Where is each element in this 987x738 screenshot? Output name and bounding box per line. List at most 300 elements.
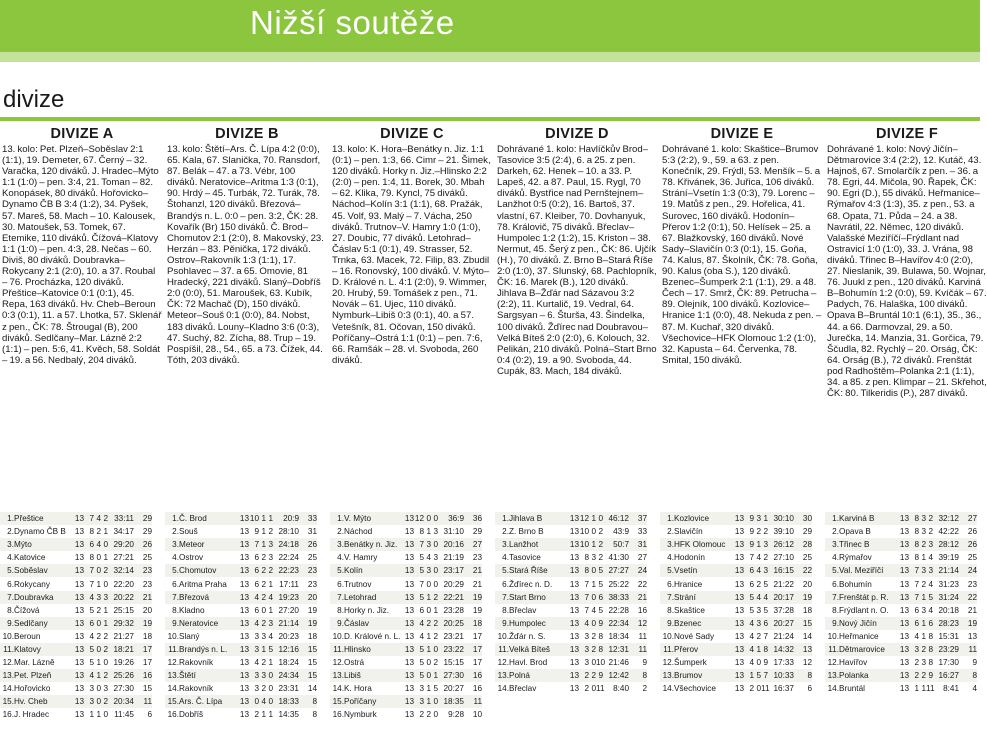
- points-cell: 4: [972, 684, 977, 694]
- losses-cell: 2: [103, 644, 108, 654]
- wins-cell: 12: [414, 514, 424, 524]
- losses-cell: 2: [103, 671, 108, 681]
- team-cell: Dynamo ČB B: [14, 527, 66, 537]
- played-cell: 13: [239, 697, 249, 707]
- losses-cell: 1: [433, 671, 438, 681]
- team-cell: Havířov: [839, 658, 868, 668]
- table-row: [165, 564, 317, 577]
- losses-cell: 1: [103, 618, 108, 628]
- team-cell: Rýmařov: [839, 553, 872, 563]
- score-cell: 28:23: [938, 618, 959, 628]
- wins-cell: 4: [419, 618, 424, 628]
- losses-cell: 1: [433, 605, 438, 615]
- losses-cell: 4: [268, 631, 273, 641]
- rank-cell: 13.: [497, 671, 509, 681]
- score-cell: 17:11: [279, 579, 299, 589]
- wins-cell: 3: [89, 697, 94, 707]
- team-cell: Hodonín: [674, 553, 705, 563]
- rank-cell: 11.: [333, 644, 344, 654]
- wins-cell: 8: [914, 527, 919, 537]
- losses-cell: 5: [598, 579, 603, 589]
- rank-cell: 9.: [337, 618, 344, 628]
- team-cell: Rakovník: [179, 684, 214, 694]
- score-cell: 17:30: [938, 658, 959, 668]
- standings-table: [330, 512, 482, 722]
- rank-cell: 7.: [172, 592, 179, 602]
- table-row: [0, 708, 152, 721]
- score-cell: 42:22: [938, 527, 959, 537]
- score-cell: 31:23: [938, 579, 959, 589]
- team-cell: Rokycany: [14, 579, 50, 589]
- score-cell: 15:15: [443, 658, 464, 668]
- division-heading: DIVIZE C: [380, 126, 444, 142]
- rank-cell: 4.: [337, 553, 344, 563]
- table-row: [165, 630, 317, 643]
- wins-cell: 4: [419, 631, 424, 641]
- rank-cell: 6.: [337, 579, 344, 589]
- rank-cell: 11.: [663, 644, 674, 654]
- draws-cell: 1: [96, 671, 101, 681]
- draws-cell: 0: [591, 592, 596, 602]
- played-cell: 13: [239, 527, 249, 537]
- table-row: [0, 564, 152, 577]
- rank-cell: 10.: [662, 631, 674, 641]
- wins-cell: 9: [749, 527, 754, 537]
- table-row: [330, 564, 482, 577]
- standings-table-d: [495, 512, 647, 695]
- points-cell: 17: [472, 644, 482, 654]
- rank-cell: 7.: [7, 592, 14, 602]
- team-cell: Hv. Cheb: [14, 697, 48, 707]
- wins-cell: 9: [749, 514, 754, 524]
- table-row: [165, 682, 317, 695]
- points-cell: 13: [802, 644, 812, 654]
- wins-cell: 8: [914, 553, 919, 563]
- table-row: [825, 604, 977, 617]
- losses-cell: 7: [763, 671, 768, 681]
- score-cell: 24:34: [278, 671, 299, 681]
- draws-cell: 0: [96, 566, 101, 576]
- rank-cell: 9.: [7, 618, 14, 628]
- table-row: [0, 604, 152, 617]
- score-cell: 41:30: [608, 553, 629, 563]
- table-row: [825, 538, 977, 551]
- score-cell: 32:14: [113, 566, 134, 576]
- played-cell: 13: [74, 553, 84, 563]
- table-row: [0, 525, 152, 538]
- losses-cell: 1: [268, 579, 273, 589]
- score-cell: 27:30: [113, 684, 134, 694]
- wins-cell: 7: [419, 579, 424, 589]
- team-cell: Pet. Plzeň: [14, 671, 52, 681]
- table-row: [330, 617, 482, 630]
- draws-cell: 0: [756, 684, 761, 694]
- points-cell: 21: [967, 605, 977, 615]
- team-cell: Ostrov: [179, 553, 204, 563]
- losses-cell: 1: [268, 658, 273, 668]
- rank-cell: 15.: [167, 697, 179, 707]
- losses-cell: 0: [433, 566, 438, 576]
- played-cell: 13: [569, 618, 579, 628]
- played-cell: 13: [899, 684, 909, 694]
- points-cell: 8: [312, 710, 317, 720]
- score-cell: 14:32: [773, 644, 794, 654]
- played-cell: 13: [899, 644, 909, 654]
- team-cell: Štětí: [179, 671, 196, 681]
- draws-cell: 0: [261, 605, 266, 615]
- team-cell: Hořovicko: [14, 684, 51, 694]
- points-cell: 8: [972, 671, 977, 681]
- team-cell: Libiš: [344, 671, 361, 681]
- wins-cell: 3: [584, 658, 589, 668]
- played-cell: 13: [569, 566, 579, 576]
- score-cell: 20:16: [443, 540, 464, 550]
- draws-cell: 2: [426, 618, 431, 628]
- score-cell: 33:11: [114, 514, 134, 524]
- table-row: [660, 577, 812, 590]
- rank-cell: 14.: [827, 684, 839, 694]
- team-cell: Polanka: [839, 671, 869, 681]
- played-cell: 13: [569, 579, 579, 589]
- draws-cell: 2: [756, 579, 761, 589]
- team-cell: Mar. Lázně: [14, 658, 55, 668]
- draws-cell: 0: [96, 553, 101, 563]
- draws-cell: 2: [96, 527, 101, 537]
- team-cell: Slaný: [179, 631, 200, 641]
- team-cell: Nový Jičín: [839, 618, 877, 628]
- rank-cell: 1.: [337, 514, 344, 524]
- table-row: [495, 538, 647, 551]
- played-cell: 13: [569, 527, 579, 537]
- played-cell: 13: [239, 566, 249, 576]
- played-cell: 13: [239, 514, 249, 524]
- points-cell: 21: [472, 566, 482, 576]
- losses-cell: 3: [268, 553, 273, 563]
- draws-cell: 2: [756, 631, 761, 641]
- points-cell: 33: [307, 514, 317, 524]
- score-cell: 22:28: [608, 605, 629, 615]
- table-row: [825, 643, 977, 656]
- losses-cell: 1: [763, 514, 768, 524]
- losses-cell: 2: [763, 527, 768, 537]
- played-cell: 13: [74, 671, 84, 681]
- rank-cell: 12.: [497, 658, 509, 668]
- score-cell: 20:29: [443, 579, 464, 589]
- losses-cell: 8: [598, 631, 603, 641]
- draws-cell: 1: [591, 514, 596, 524]
- rank-cell: 9.: [832, 618, 839, 628]
- table-row: [660, 591, 812, 604]
- points-cell: 8: [642, 671, 647, 681]
- rank-cell: 12.: [167, 658, 179, 668]
- losses-cell: 0: [433, 579, 438, 589]
- played-cell: 13: [899, 566, 909, 576]
- team-cell: Bruntál: [839, 684, 865, 694]
- points-cell: 21: [472, 579, 482, 589]
- points-cell: 15: [307, 644, 317, 654]
- table-row: [660, 682, 812, 695]
- played-cell: 13: [239, 553, 249, 563]
- losses-cell: 3: [928, 540, 933, 550]
- table-row: [330, 656, 482, 669]
- points-cell: 26: [307, 540, 317, 550]
- draws-cell: 0: [96, 697, 101, 707]
- table-row: [330, 669, 482, 682]
- draws-cell: 4: [426, 553, 431, 563]
- score-cell: 50:7: [613, 540, 629, 550]
- score-cell: 25:26: [113, 671, 134, 681]
- score-cell: 21:46: [608, 658, 629, 668]
- team-cell: Neratovice: [179, 618, 219, 628]
- team-cell: Start Brno: [509, 592, 546, 602]
- wins-cell: 5: [419, 671, 424, 681]
- table-row: [495, 682, 647, 695]
- score-cell: 23:17: [443, 566, 464, 576]
- draws-cell: 1: [261, 644, 266, 654]
- points-cell: 8: [807, 671, 812, 681]
- table-row: [330, 538, 482, 551]
- wins-cell: 6: [254, 579, 259, 589]
- rank-cell: 10.: [827, 631, 839, 641]
- division-report-text: 13. kolo: K. Hora–Benátky n. Jiz. 1:1 (0:1) – pen. 1:3, 66. Cimr – 21. Šimek, 120 diváků. Horky n. Jiz.–Hlinsko 2:2 (2:0) – pen. 1:4, 11. Borek, 30. Mbah – 62. Klika, 79. Kyncl, 75 diváků. Náchod–Kolín 3:1 (1:1), 68. Pražák, 45. Volf, 93. Malý – 7. Vácha, 250 diváků. Trutnov–V. Hamry 1:0 (1:0), 27. Doubic, 77 diváků. Letohrad–Čáslav 5:1 (0:1), 49. Strasser, 52. Trnka, 63. Macek, 72. Filip, 83. Zbudil – 16. Ronovský, 100 diváků. V. Mýto–D. Králové n. L. 4:1 (2:0), 9. Wimmer, 20. Hrubý, 59. Tomášek z pen., 71. Novák – 61. Ujec, 110 diváků. Nymburk–Libiš 0:3 (0:1), 40. a 57. Vetešník, 81. Očovan, 150 diváků. Poříčany–Ostrá 1:1 (0:1) – pen. 7:6, 66. Ramšák – 28. vl. Svoboda, 260 diváků.: [332, 144, 491, 366]
- points-cell: 15: [307, 658, 317, 668]
- team-cell: Kozlovice: [674, 514, 710, 524]
- score-cell: 38:33: [608, 592, 629, 602]
- played-cell: 13: [74, 618, 84, 628]
- table-row: [330, 525, 482, 538]
- rank-cell: 14.: [662, 684, 674, 694]
- draws-cell: 0: [426, 579, 431, 589]
- score-cell: 27:30: [443, 671, 464, 681]
- wins-cell: 7: [584, 579, 589, 589]
- wins-cell: 9: [254, 527, 259, 537]
- standings-table-c: [330, 512, 482, 722]
- draws-cell: 1: [921, 631, 926, 641]
- losses-cell: 4: [928, 579, 933, 589]
- table-row: [330, 630, 482, 643]
- score-cell: 21:24: [773, 631, 794, 641]
- draws-cell: 1: [261, 540, 266, 550]
- rank-cell: 5.: [7, 566, 14, 576]
- played-cell: 13: [74, 540, 84, 550]
- wins-cell: 3: [254, 671, 259, 681]
- rank-cell: 7.: [832, 592, 839, 602]
- team-cell: Slavičín: [674, 527, 703, 537]
- draws-cell: 1: [921, 553, 926, 563]
- division-heading: DIVIZE A: [50, 126, 114, 142]
- score-cell: 22:24: [278, 553, 299, 563]
- table-row: [660, 643, 812, 656]
- wins-cell: 7: [914, 579, 919, 589]
- team-cell: Chomutov: [179, 566, 217, 576]
- played-cell: 13: [899, 527, 909, 537]
- table-row: [330, 577, 482, 590]
- table-row: [825, 656, 977, 669]
- draws-cell: 4: [756, 553, 761, 563]
- wins-cell: 6: [89, 618, 94, 628]
- played-cell: 13: [734, 618, 744, 628]
- score-cell: 32:12: [938, 514, 959, 524]
- points-cell: 29: [802, 527, 812, 537]
- score-cell: 22:23: [278, 566, 299, 576]
- losses-cell: 7: [763, 631, 768, 641]
- wins-cell: 8: [419, 527, 424, 537]
- table-row: [165, 708, 317, 721]
- table-row: [495, 656, 647, 669]
- wins-cell: 2: [419, 710, 424, 720]
- wins-cell: 2: [584, 684, 589, 694]
- table-row: [495, 551, 647, 564]
- wins-cell: 4: [89, 592, 94, 602]
- score-cell: 31:24: [938, 592, 959, 602]
- played-cell: 13: [899, 592, 909, 602]
- wins-cell: 5: [749, 592, 754, 602]
- rank-cell: 4.: [667, 553, 674, 563]
- draws-cell: 3: [261, 671, 266, 681]
- rank-cell: 7.: [667, 592, 674, 602]
- wins-cell: 7: [914, 592, 919, 602]
- wins-cell: 9: [749, 540, 754, 550]
- division-column-a: [2, 124, 162, 484]
- draws-cell: 2: [591, 644, 596, 654]
- points-cell: 18: [307, 631, 317, 641]
- table-row: [0, 538, 152, 551]
- losses-cell: 0: [433, 514, 438, 524]
- played-cell: 13: [899, 579, 909, 589]
- points-cell: 11: [638, 631, 647, 641]
- losses-cell: 0: [433, 710, 438, 720]
- score-cell: 18:21: [113, 644, 134, 654]
- rank-cell: 16.: [167, 710, 179, 720]
- points-cell: 24: [637, 566, 647, 576]
- team-cell: K. Hora: [344, 684, 372, 694]
- score-cell: 28:10: [278, 527, 299, 537]
- team-cell: Čížová: [14, 605, 40, 615]
- draws-cell: 1: [426, 592, 431, 602]
- draws-cell: 2: [261, 684, 266, 694]
- wins-cell: 7: [749, 553, 754, 563]
- score-cell: 36:9: [448, 514, 464, 524]
- score-cell: 16:27: [938, 671, 959, 681]
- table-row: [0, 551, 152, 564]
- table-row: [0, 630, 152, 643]
- points-cell: 23: [967, 579, 977, 589]
- played-cell: 13: [404, 579, 414, 589]
- team-cell: Nové Sady: [674, 631, 715, 641]
- played-cell: 13: [239, 710, 249, 720]
- points-cell: 27: [967, 514, 977, 524]
- team-cell: Soběslav: [14, 566, 48, 576]
- points-cell: 21: [142, 592, 152, 602]
- rank-cell: 16.: [2, 710, 14, 720]
- draws-cell: 0: [426, 514, 431, 524]
- wins-cell: 6: [254, 605, 259, 615]
- points-cell: 11: [143, 697, 152, 707]
- rank-cell: 14.: [167, 684, 179, 694]
- division-heading: DIVIZE F: [875, 126, 938, 142]
- rank-cell: 11.: [168, 644, 179, 654]
- score-cell: 27:20: [278, 605, 299, 615]
- played-cell: 13: [74, 514, 84, 524]
- draws-cell: 1: [261, 527, 266, 537]
- wins-cell: 10: [249, 514, 259, 524]
- points-cell: 29: [142, 527, 152, 537]
- table-row: [0, 643, 152, 656]
- losses-cell: 3: [763, 540, 768, 550]
- rank-cell: 15.: [332, 697, 344, 707]
- draws-cell: 2: [426, 710, 431, 720]
- team-cell: Hranice: [674, 579, 703, 589]
- division-column-e: [662, 124, 822, 484]
- wins-cell: 4: [749, 631, 754, 641]
- draws-cell: 1: [426, 697, 431, 707]
- rank-cell: 16.: [332, 710, 344, 720]
- score-cell: 20:22: [113, 592, 134, 602]
- losses-cell: 10: [596, 658, 606, 668]
- draws-cell: 2: [261, 592, 266, 602]
- table-row: [495, 525, 647, 538]
- table-row: [0, 591, 152, 604]
- wins-cell: 4: [89, 631, 94, 641]
- wins-cell: 4: [749, 658, 754, 668]
- score-cell: 15:31: [938, 631, 959, 641]
- draws-cell: 3: [591, 553, 596, 563]
- wins-cell: 7: [89, 514, 94, 524]
- table-row: [495, 604, 647, 617]
- points-cell: 14: [802, 631, 812, 641]
- points-cell: 8: [312, 697, 317, 707]
- team-cell: Vsetín: [674, 566, 698, 576]
- rank-cell: 1.: [502, 514, 509, 524]
- table-row: [660, 512, 812, 525]
- draws-cell: 0: [426, 658, 431, 668]
- rank-cell: 3.: [502, 540, 509, 550]
- wins-cell: 5: [419, 553, 424, 563]
- rank-cell: 8.: [667, 605, 674, 615]
- standings-table-e: [660, 512, 812, 695]
- score-cell: 20:18: [938, 605, 959, 615]
- losses-cell: 8: [763, 644, 768, 654]
- score-cell: 8:41: [943, 684, 959, 694]
- rank-cell: 10.: [497, 631, 509, 641]
- team-cell: Č. Brod: [179, 514, 207, 524]
- points-cell: 15: [307, 671, 317, 681]
- rank-cell: 10.: [332, 631, 344, 641]
- wins-cell: 1: [914, 684, 919, 694]
- losses-cell: 0: [598, 514, 603, 524]
- points-cell: 22: [637, 579, 647, 589]
- rank-cell: 11.: [3, 644, 14, 654]
- points-cell: 14: [307, 684, 317, 694]
- table-row: [165, 577, 317, 590]
- score-cell: 11:45: [114, 710, 134, 720]
- standings-table: [660, 512, 812, 695]
- draws-cell: 4: [591, 605, 596, 615]
- points-cell: 17: [472, 631, 482, 641]
- table-row: [495, 577, 647, 590]
- rank-cell: 1.: [7, 514, 14, 524]
- draws-cell: 3: [756, 605, 761, 615]
- wins-cell: 8: [89, 527, 94, 537]
- rank-cell: 1.: [832, 514, 839, 524]
- rank-cell: 3.: [667, 540, 674, 550]
- score-cell: 23:21: [443, 631, 464, 641]
- score-cell: 20:34: [113, 697, 134, 707]
- team-cell: Březová: [179, 592, 210, 602]
- rank-cell: 6.: [832, 579, 839, 589]
- draws-cell: 3: [426, 540, 431, 550]
- draws-cell: 2: [96, 605, 101, 615]
